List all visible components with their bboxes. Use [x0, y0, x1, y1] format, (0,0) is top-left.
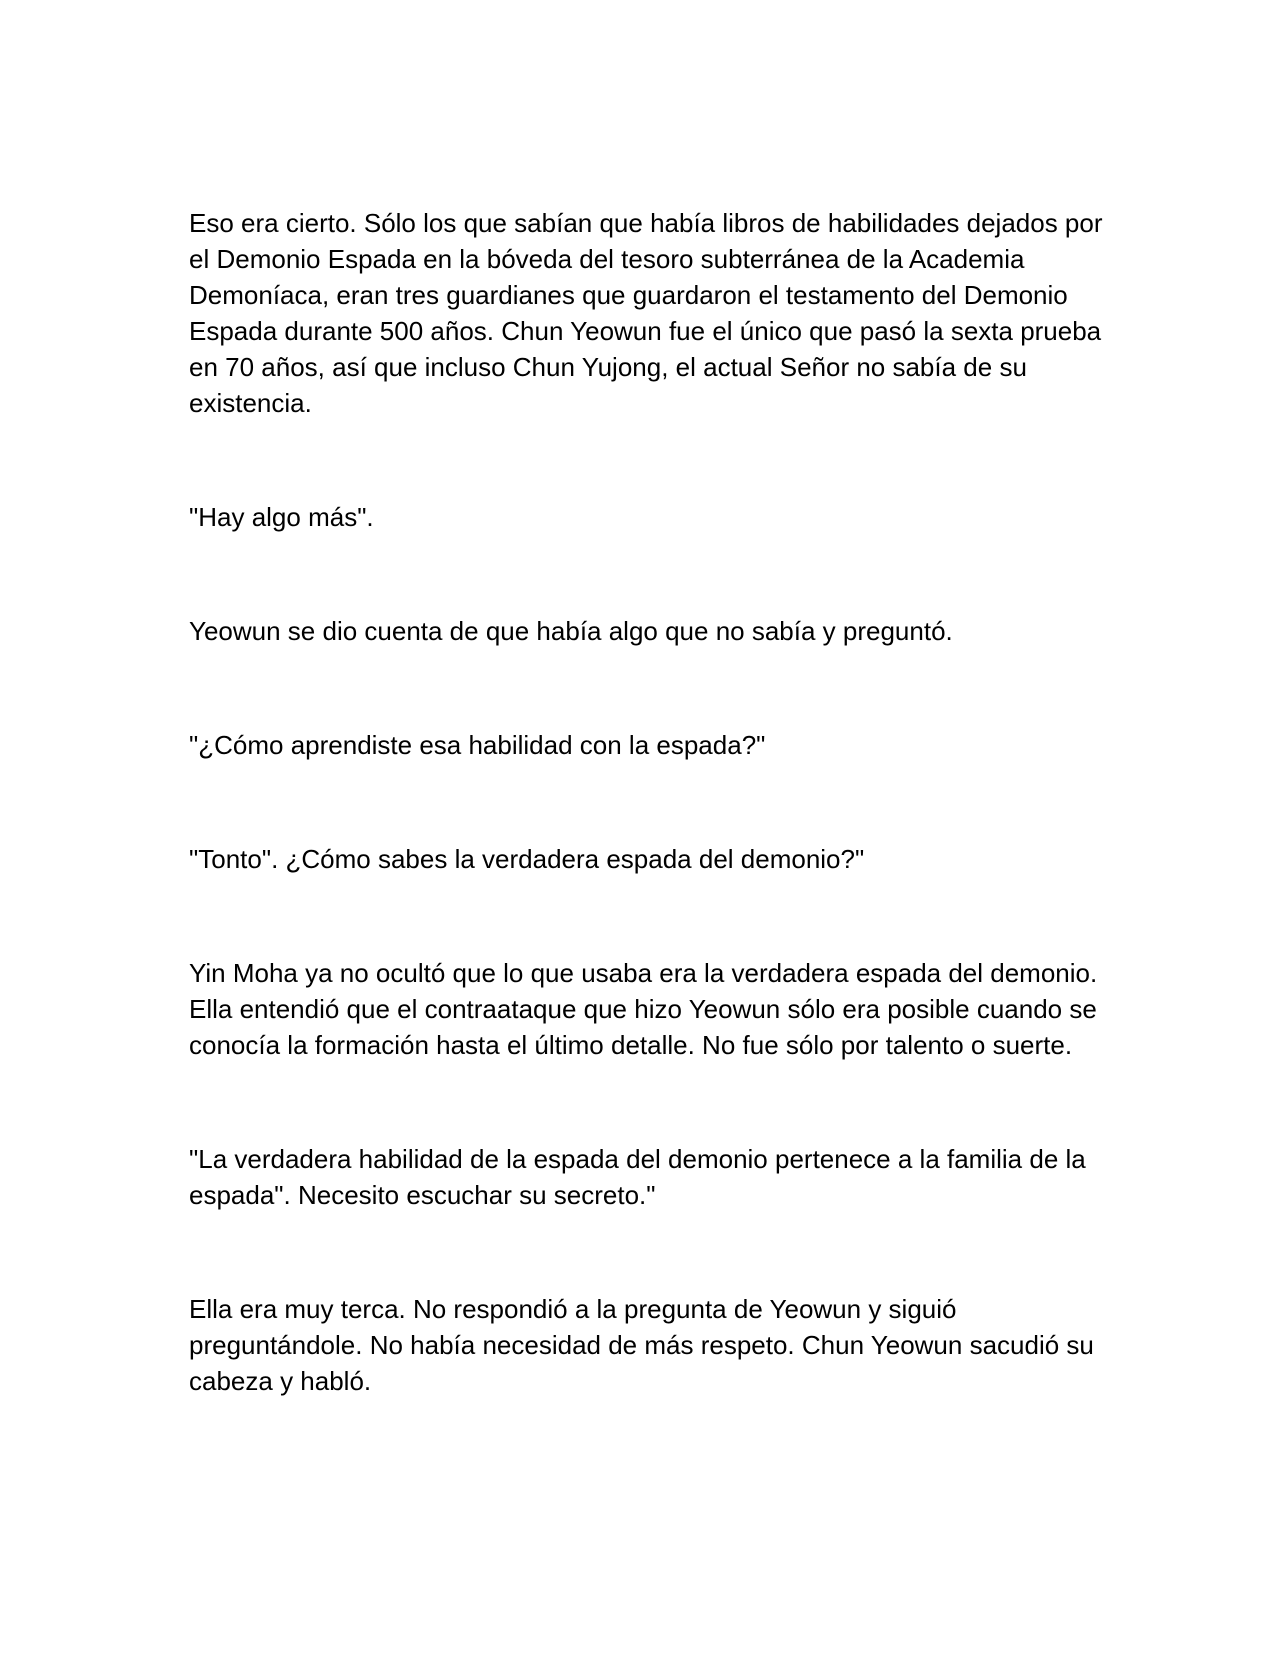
- paragraph-6: Yin Moha ya no ocultó que lo que usaba era la verdadera espada del demonio. Ella entendió que el contraataque que hizo Yeowun sólo era posible cuando se conocía la formación hasta el último detalle. No fue sólo por talento o suerte.: [189, 958, 1098, 1060]
- paragraph-4: "¿Cómo aprendiste esa habilidad con la espada?": [189, 730, 766, 760]
- paragraph-7: "La verdadera habilidad de la espada del demonio pertenece a la familia de la espada". Necesito escuchar su secreto.": [189, 1144, 1086, 1210]
- paragraph-1: Eso era cierto. Sólo los que sabían que había libros de habilidades dejados por el Demonio Espada en la bóveda del tesoro subterránea de la Academia Demoníaca, eran tres guardianes que guardaron el testamento del Demonio Espada durante 500 años. Chun Yeowun fue el único que pasó la sexta prueba en 70 años, así que incluso Chun Yujong, el actual Señor no sabía de su existencia.: [189, 208, 1103, 418]
- document-body: [189, 205, 1109, 1399]
- paragraph-5: "Tonto". ¿Cómo sabes la verdadera espada del demonio?": [189, 844, 865, 874]
- paragraph-2: "Hay algo más".: [189, 502, 374, 532]
- paragraph-8: Ella era muy terca. No respondió a la pregunta de Yeowun y siguió preguntándole. No había necesidad de más respeto. Chun Yeowun sacudió su cabeza y habló.: [189, 1294, 1094, 1396]
- paragraph-3: Yeowun se dio cuenta de que había algo que no sabía y preguntó.: [189, 616, 953, 646]
